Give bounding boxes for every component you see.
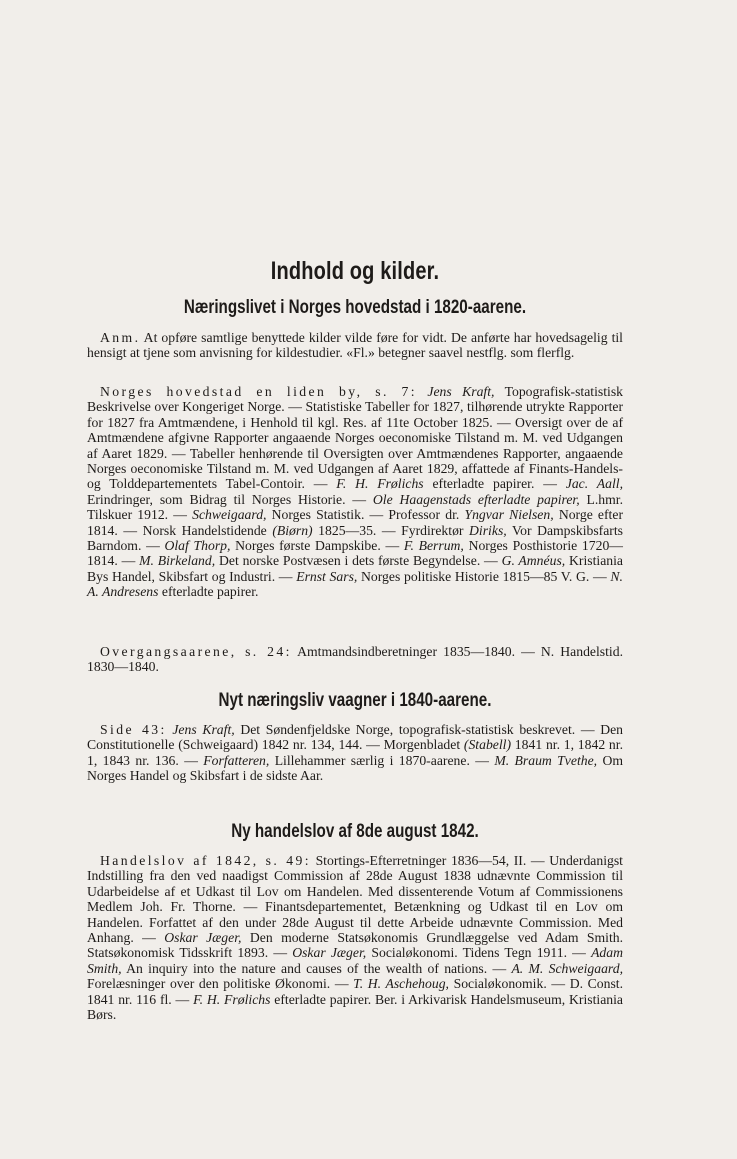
paragraph-lead: Side 43: (100, 722, 167, 737)
text-run: Det Søndenfjeldske Norge, topografisk-statistisk beskrevet. — Den Constitutionelle (Schweigaard) 1842 nr. 134, 144. — Morgenbladet (87, 722, 623, 753)
author-name: Jens Kraft, (427, 384, 495, 399)
note-paragraph (87, 330, 623, 361)
author-name: Diriks, (469, 522, 507, 538)
text-run: Norge efter 1814. — Norsk Handelstidende (87, 507, 623, 538)
text-run: efterladte papirer. (158, 584, 259, 600)
text-run: 1841 nr. 1, 1842 nr. 1, 1843 nr. 136. — (87, 737, 623, 768)
sources-paragraph-handelslov (87, 853, 623, 1022)
paragraph-lead: Handelslov af 1842, s. 49: (100, 853, 311, 868)
note-label: Anm. (100, 330, 141, 345)
author-name: M. Birkeland, (139, 553, 216, 569)
author-name: F. H. Frølichs (193, 991, 271, 1007)
text-run: Topografisk-statistisk Beskrivelse over Kongeriget Norge. — Statistiske Tabeller for 1827, tilhørende utrykte Rapporter for 1827 fra Amtmændene, i Henhold til kgl. Res. af 11te October 1825. — Oversigt over de af Amtmændene afgivne Rapporter angaaende Norges oeconomiske Tilstand m. M. ved Udgangen af Aaret 1829. — Tabeller henhørende til Oversigten over Amtmændenes Rapporter, angaaende Norges oeconomiske Tilstand m. M. ved Udgangen af Aaret 1829, affattede af Finants-Handels- og Tolddepartementets Tabel-Contoir. — (87, 384, 624, 492)
text-run: 1825—35. — Fyrdirektør (312, 522, 470, 538)
sources-paragraph-overgang (87, 644, 623, 675)
author-name: T. H. Aschehoug, (353, 976, 449, 992)
text-run: Om Norges Handel og Skibsfart i de sidste Aar. (87, 752, 624, 784)
text-run: Den moderne Statsøkonomis Grundlæggelse ved Adam Smith. Statsøkonomisk Tidsskrift 1893. — (87, 930, 624, 961)
note-text: At opføre samtlige benyttede kilder vilde føre for vidt. De anførte har hovedsagelig til hensigt at tjene som anvisning for kildestudier. «Fl.» betegner saavel nestflg. som flerflg. (87, 330, 623, 361)
text-run: Amtmandsindberetninger 1835—1840. — N. Handelstid. 1830—1840. (87, 644, 623, 675)
author-name: (Stabell) (463, 737, 512, 753)
author-name: Oskar Jæger, (292, 945, 367, 961)
text-run: L.hmr. Tilskuer 1912. — (87, 491, 623, 523)
author-name: A. M. Schweigaard, (511, 960, 623, 976)
paragraph-lead: Norges hovedstad en liden by, s. 7: (100, 384, 418, 399)
paragraph-lead: Overgangsaarene, s. 24: (100, 644, 292, 659)
author-name: Schweigaard, (192, 507, 267, 523)
author-name: G. Amnéus, (501, 553, 566, 569)
author-name: N. A. Andresens (87, 568, 623, 600)
author-name: Jens Kraft, (172, 722, 235, 737)
section-heading-2: Nyt næringsliv vaagner i 1840-aarene. (218, 690, 492, 711)
author-name: Oskar Jæger, (164, 930, 242, 946)
author-name: Ole Haagenstads efterladte papirer, (372, 491, 580, 507)
sources-paragraph-1840 (87, 722, 623, 784)
author-name: F. H. Frølichs (336, 476, 424, 492)
author-name: M. Braum Tvethe, (494, 752, 598, 768)
text-run: Kristiania Bys Handel, Skibsfart og Industri. — (87, 553, 623, 584)
text-run: Det norske Postvæsen i dets første Begyndelse. — (215, 553, 502, 569)
text-run: Lillehammer særlig i 1870-aarene. — (269, 752, 495, 768)
page-title: Indhold og kilder. (270, 257, 440, 285)
text-run: Norges første Dampskibe. — (230, 538, 404, 554)
text-run: An inquiry into the nature and causes of the wealth of nations. — (121, 960, 512, 976)
text-run: Stortings-Efterretninger 1836—54, II. — Underdanigst Indstilling fra den ved naadigst Commission af 28de August 1838 udnævnte Commission til Udarbeidelse af et Udkast til Lov om Handelen. Med dissenterende Votum af Commissionens Medlem Joh. Fr. Thorne. — Finantsdepartementet, Betænkning og Udkast til en Lov om Handelen. Forfattet af den under 28de August til dette Arbeide udnævnte Commission. Med Anhang. — (87, 853, 623, 946)
text-run: Vor Dampskibsfarts Barndom. — (87, 522, 623, 554)
text-run: efterladte papirer. — (423, 476, 566, 492)
author-name: Olaf Thorp, (164, 538, 231, 554)
text-run: Norges Posthistorie 1720—1814. — (87, 538, 623, 569)
text-run: Socialøkonomi. Tidens Tegn 1911. — (366, 945, 592, 961)
text-run: Erindringer, som Bidrag til Norges Historie. — (87, 491, 373, 507)
author-name: Ernst Sars, (296, 568, 358, 584)
author-name: Jac. Aall, (565, 476, 624, 492)
text-run (417, 384, 427, 399)
author-name: Forfatteren, (203, 752, 270, 768)
text-run: Norges politiske Historie 1815—85 V. G. — (357, 568, 611, 584)
text-run: Norges Statistik. — Professor dr. (266, 507, 465, 523)
author-name: Yngvar Nielsen, (464, 507, 554, 523)
section-heading-1: Næringslivet i Norges hovedstad i 1820-aarene. (183, 297, 527, 318)
author-name: F. Berrum, (403, 538, 464, 554)
text-run: Forelæsninger over den politiske Økonomi. — (87, 976, 354, 992)
text-run: efterladte papirer. Ber. i Arkivarisk Handelsmuseum, Kristiania Børs. (87, 991, 623, 1023)
author-name: Adam Smith, (87, 945, 623, 976)
text-run: Socialøkonomik. — D. Const. 1841 nr. 116 fl. — (87, 976, 623, 1007)
author-name: (Biørn) (272, 522, 313, 538)
sources-paragraph-hovedstad (87, 384, 623, 600)
section-heading-3: Ny handelslov af 8de august 1842. (231, 821, 479, 842)
